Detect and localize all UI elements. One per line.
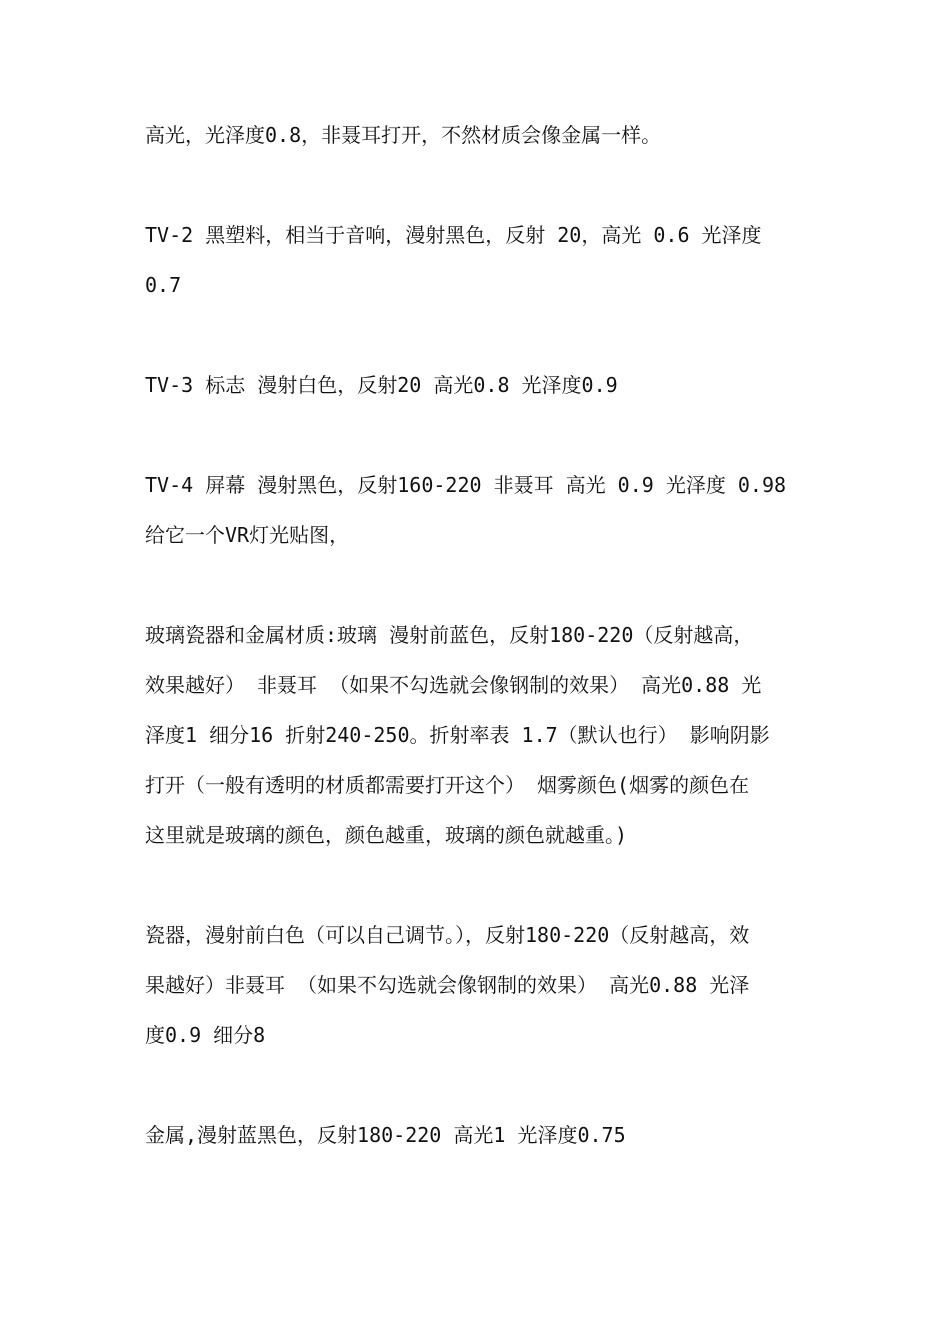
text-line: 金属,漫射蓝黑色，反射180-220 高光1 光泽度0.75 bbox=[145, 1123, 626, 1147]
text-line: 度0.9 细分8 bbox=[145, 1023, 266, 1047]
text-line: 高光，光泽度0.8，非聂耳打开，不然材质会像金属一样。 bbox=[145, 123, 662, 147]
paragraph-tv-3 bbox=[145, 360, 810, 410]
text-line: TV-2 黑塑料，相当于音响，漫射黑色，反射 20，高光 0.6 光泽度 bbox=[145, 223, 762, 247]
paragraph-glass-material bbox=[145, 610, 810, 860]
text-line: 果越好）非聂耳 （如果不勾选就会像钢制的效果） 高光0.88 光泽 bbox=[145, 973, 750, 997]
text-line: 瓷器，漫射前白色（可以自己调节。），反射180-220（反射越高，效 bbox=[145, 923, 750, 947]
paragraph-tv-4 bbox=[145, 460, 810, 560]
text-line: 泽度1 细分16 折射240-250。折射率表 1.7（默认也行） 影响阴影 bbox=[145, 723, 770, 747]
text-line: 给它一个VR灯光贴图， bbox=[145, 523, 350, 547]
text-line: 这里就是玻璃的颜色，颜色越重，玻璃的颜色就越重。) bbox=[145, 823, 628, 847]
text-line: 0.7 bbox=[145, 273, 182, 297]
text-line: 打开（一般有透明的材质都需要打开这个） 烟雾颜色(烟雾的颜色在 bbox=[145, 773, 750, 797]
paragraph-tv-2 bbox=[145, 210, 810, 310]
paragraph-porcelain-material bbox=[145, 910, 810, 1060]
text-line: 效果越好） 非聂耳 （如果不勾选就会像钢制的效果） 高光0.88 光 bbox=[145, 673, 762, 697]
text-line: TV-4 屏幕 漫射黑色，反射160-220 非聂耳 高光 0.9 光泽度 0.98 bbox=[145, 473, 787, 497]
paragraph-highlight-gloss bbox=[145, 110, 810, 160]
paragraph-metal-material bbox=[145, 1110, 810, 1160]
text-line: TV-3 标志 漫射白色，反射20 高光0.8 光泽度0.9 bbox=[145, 373, 618, 397]
text-line: 玻璃瓷器和金属材质:玻璃 漫射前蓝色，反射180-220（反射越高， bbox=[145, 623, 754, 647]
